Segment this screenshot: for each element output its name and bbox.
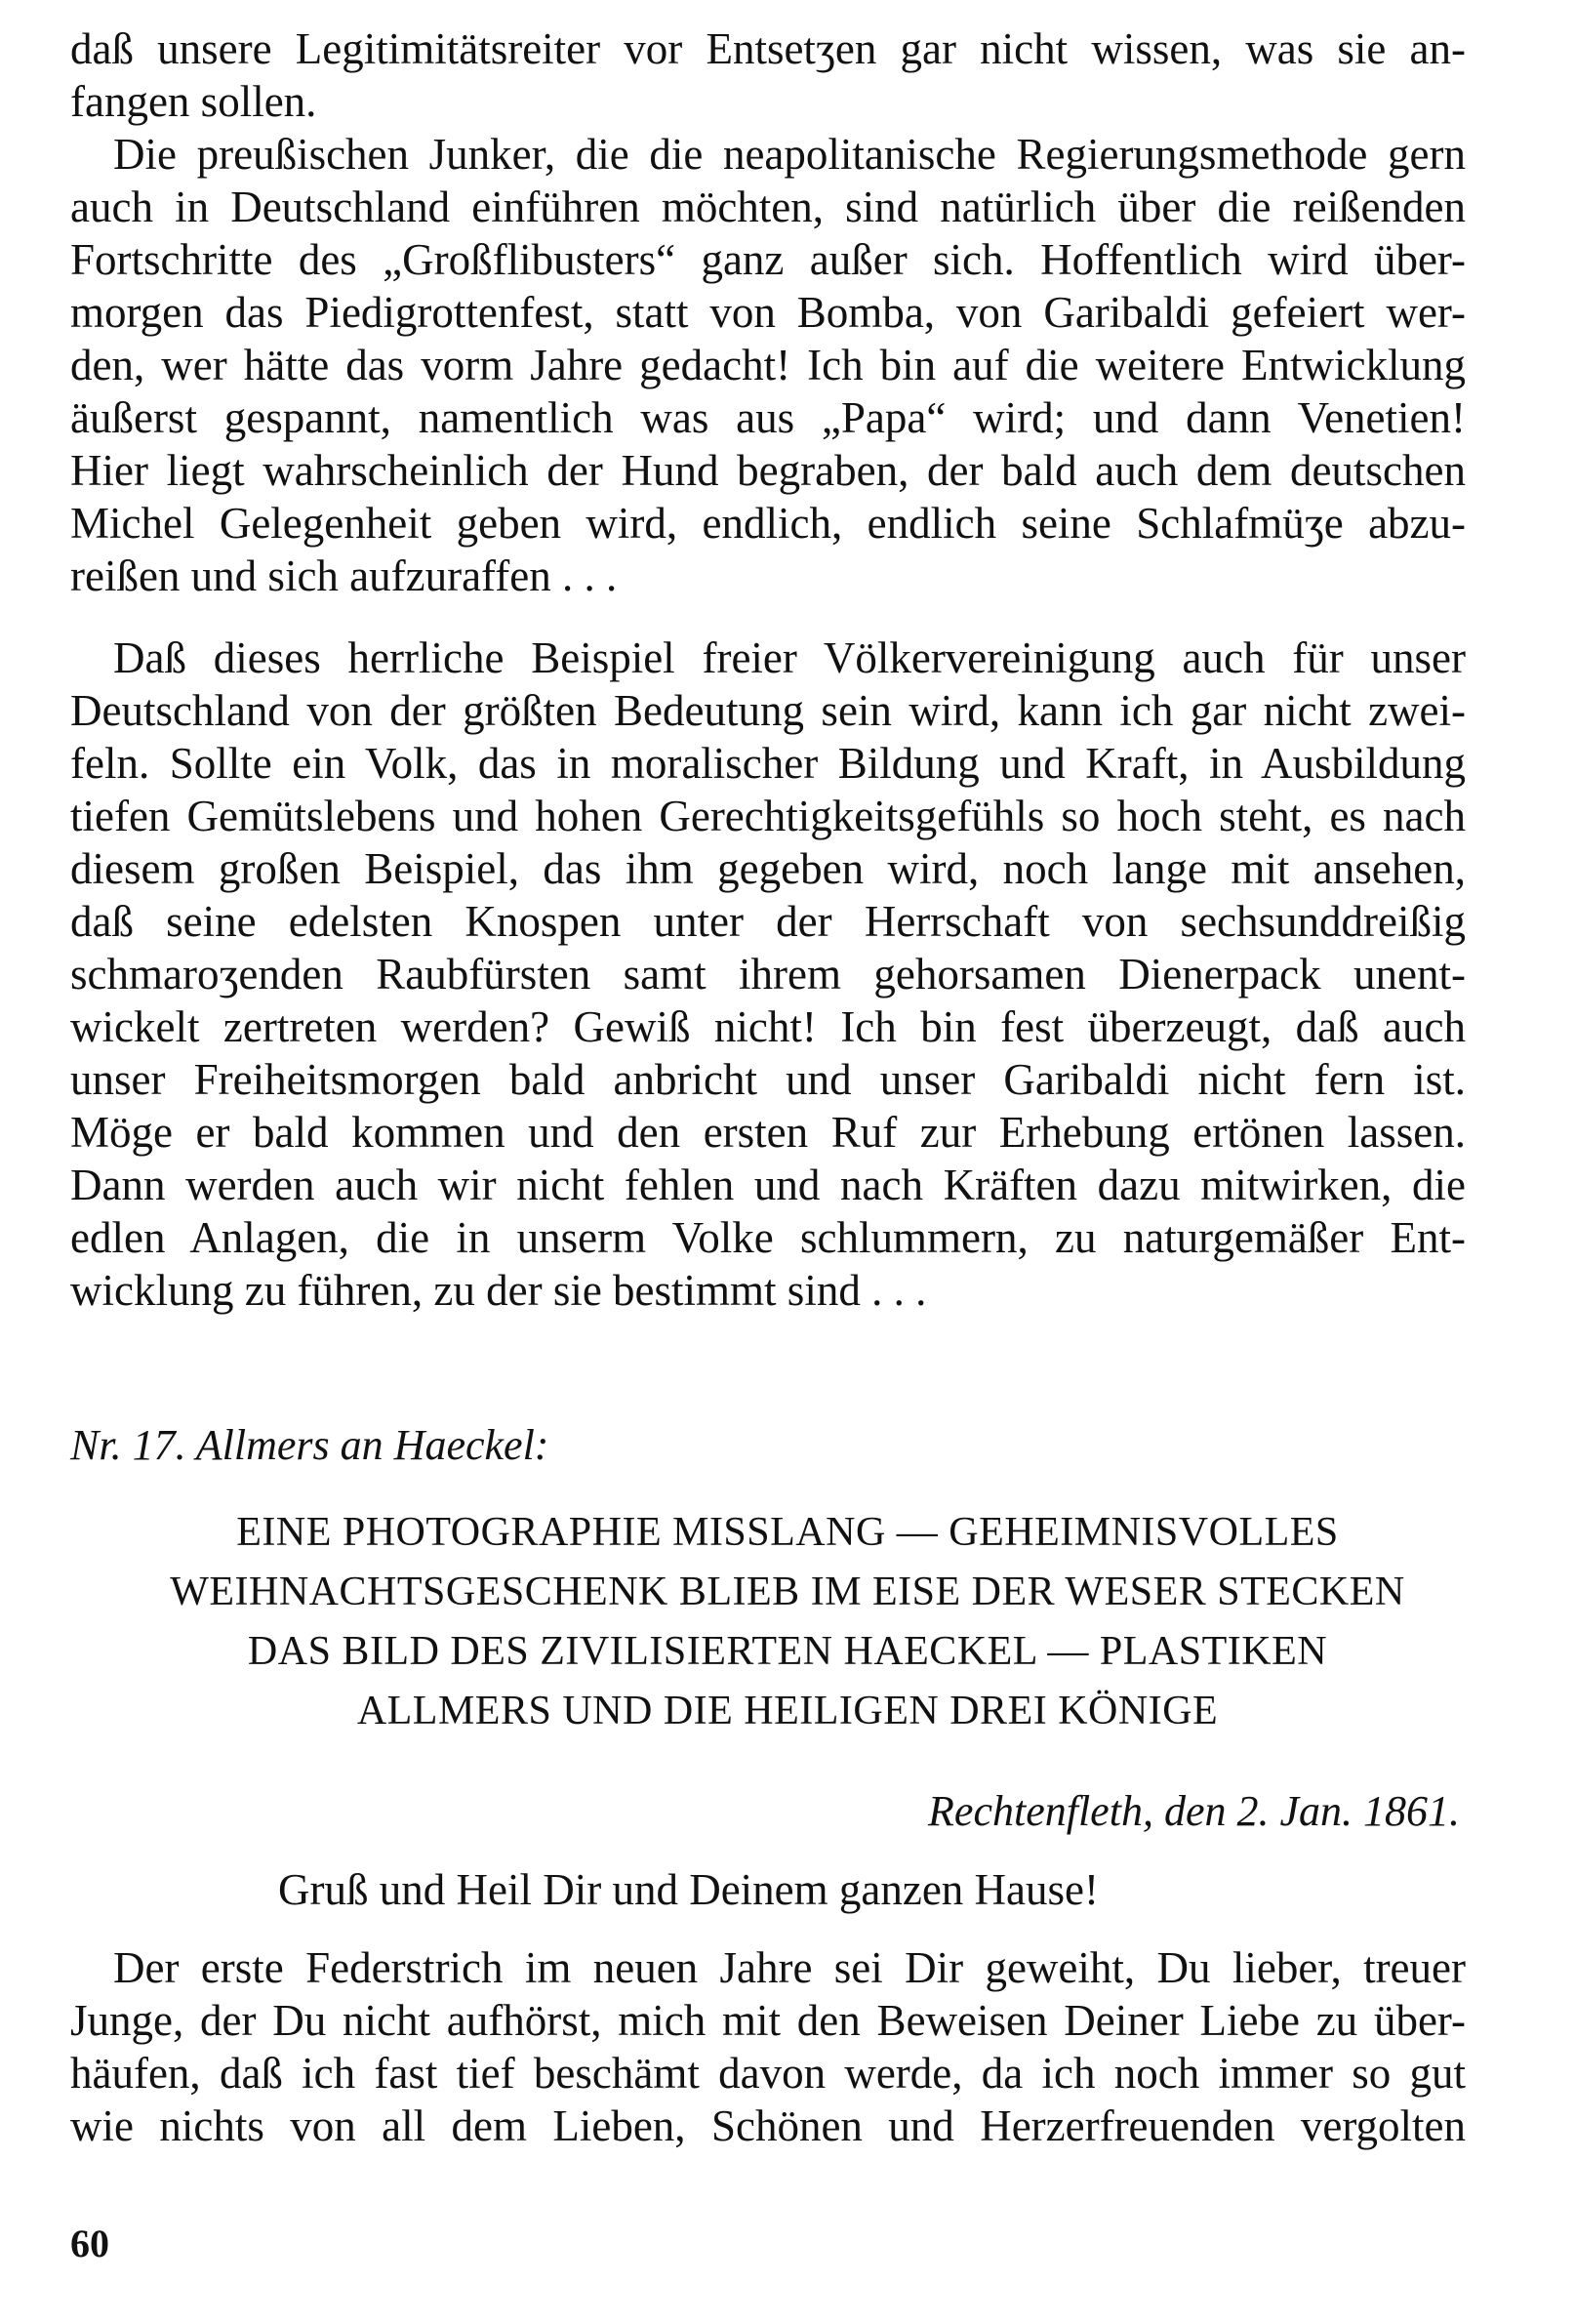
letter-reference: Nr. 17. Allmers an Haeckel: — [70, 1421, 549, 1469]
text-line: Der erste Federstrich im neuen Jahre sei Dir geweiht, Du lieber, treuer — [113, 1943, 1466, 1992]
text-line: unser Freiheitsmorgen bald anbricht und unser Garibaldi nicht fern ist. — [70, 1055, 1466, 1104]
letter-heading-line: DAS BILD DES ZIVILISIERTEN HAECKEL — PLASTIKEN — [247, 1629, 1328, 1674]
text-line: Fortschritte des „Großflibusters“ ganz außer sich. Hoffentlich wird über- — [70, 235, 1466, 284]
letter-salutation: Gruß und Heil Dir und Deinem ganzen Hause! — [278, 1865, 1100, 1914]
text-line: äußerst gespannt, namentlich was aus „Papa“ wird; und dann Venetien! — [70, 393, 1466, 442]
text-line: morgen das Piedigrottenfest, statt von Bomba, von Garibaldi gefeiert wer- — [70, 288, 1466, 337]
text-line: fangen sollen. — [70, 77, 317, 126]
text-line: schmaroʒenden Raubfürsten samt ihrem gehorsamen Dienerpack unent- — [70, 950, 1466, 999]
text-line: den, wer hätte das vorm Jahre gedacht! Ich bin auf die weitere Entwicklung — [70, 341, 1466, 389]
letter-heading-line: EINE PHOTOGRAPHIE MISSLANG — GEHEIMNISVOLLES — [236, 1510, 1339, 1555]
text-line: feln. Sollte ein Volk, das in moralischer Bildung und Kraft, in Ausbildung — [70, 739, 1466, 788]
page-number: 60 — [70, 2222, 109, 2265]
text-line: wickelt zertreten werden? Gewiß nicht! Ich bin fest überzeugt, daß auch — [70, 1002, 1466, 1051]
text-line: Hier liegt wahrscheinlich der Hund begraben, der bald auch dem deutschen — [70, 446, 1466, 495]
text-line: Michel Gelegenheit geben wird, endlich, endlich seine Schlafmüʒe abzu- — [70, 499, 1466, 548]
text-line: Daß dieses herrliche Beispiel freier Völkervereinigung auch für unser — [113, 633, 1466, 682]
text-line: Die preußischen Junker, die die neapolitanische Regierungsmethode gern — [113, 130, 1466, 179]
text-line: Möge er bald kommen und den ersten Ruf zur Erhebung ertönen lassen. — [70, 1108, 1466, 1157]
text-line: Junge, der Du nicht aufhörst, mich mit den Beweisen Deiner Liebe zu über- — [70, 1996, 1466, 2045]
text-line: Dann werden auch wir nicht fehlen und nach Kräften dazu mitwirken, die — [70, 1161, 1466, 1209]
text-line: tiefen Gemütslebens und hohen Gerechtigkeitsgefühls so hoch steht, es nach — [70, 792, 1466, 840]
text-line: daß unsere Legitimitätsreiter vor Entsetʒen gar nicht wissen, was sie an- — [70, 24, 1466, 73]
text-line: wicklung zu führen, zu der sie bestimmt sind . . . — [70, 1266, 927, 1315]
text-line: daß seine edelsten Knospen unter der Herrschaft von sechsunddreißig — [70, 897, 1466, 946]
text-line: häufen, daß ich fast tief beschämt davon werde, da ich noch immer so gut — [70, 2049, 1466, 2098]
text-line: Deutschland von der größten Bedeutung sein wird, kann ich gar nicht zwei- — [70, 686, 1466, 735]
text-line: wie nichts von all dem Lieben, Schönen und Herzerfreuenden vergolten — [70, 2101, 1466, 2150]
text-line: edlen Anlagen, die in unserm Volke schlummern, zu naturgemäßer Ent- — [70, 1213, 1466, 1262]
letter-heading-line: ALLMERS UND DIE HEILIGEN DREI KÖNIGE — [356, 1689, 1219, 1733]
letter-place-date: Rechtenfleth, den 2. Jan. 1861. — [928, 1787, 1460, 1835]
text-line: auch in Deutschland einführen möchten, sind natürlich über die reißenden — [70, 183, 1466, 231]
text-line: diesem großen Beispiel, das ihm gegeben wird, noch lange mit ansehen, — [70, 844, 1466, 893]
letter-heading-line: WEIHNACHTSGESCHENK BLIEB IM EISE DER WESER STECKEN — [170, 1570, 1405, 1614]
text-line: reißen und sich aufzuraffen . . . — [70, 551, 618, 600]
